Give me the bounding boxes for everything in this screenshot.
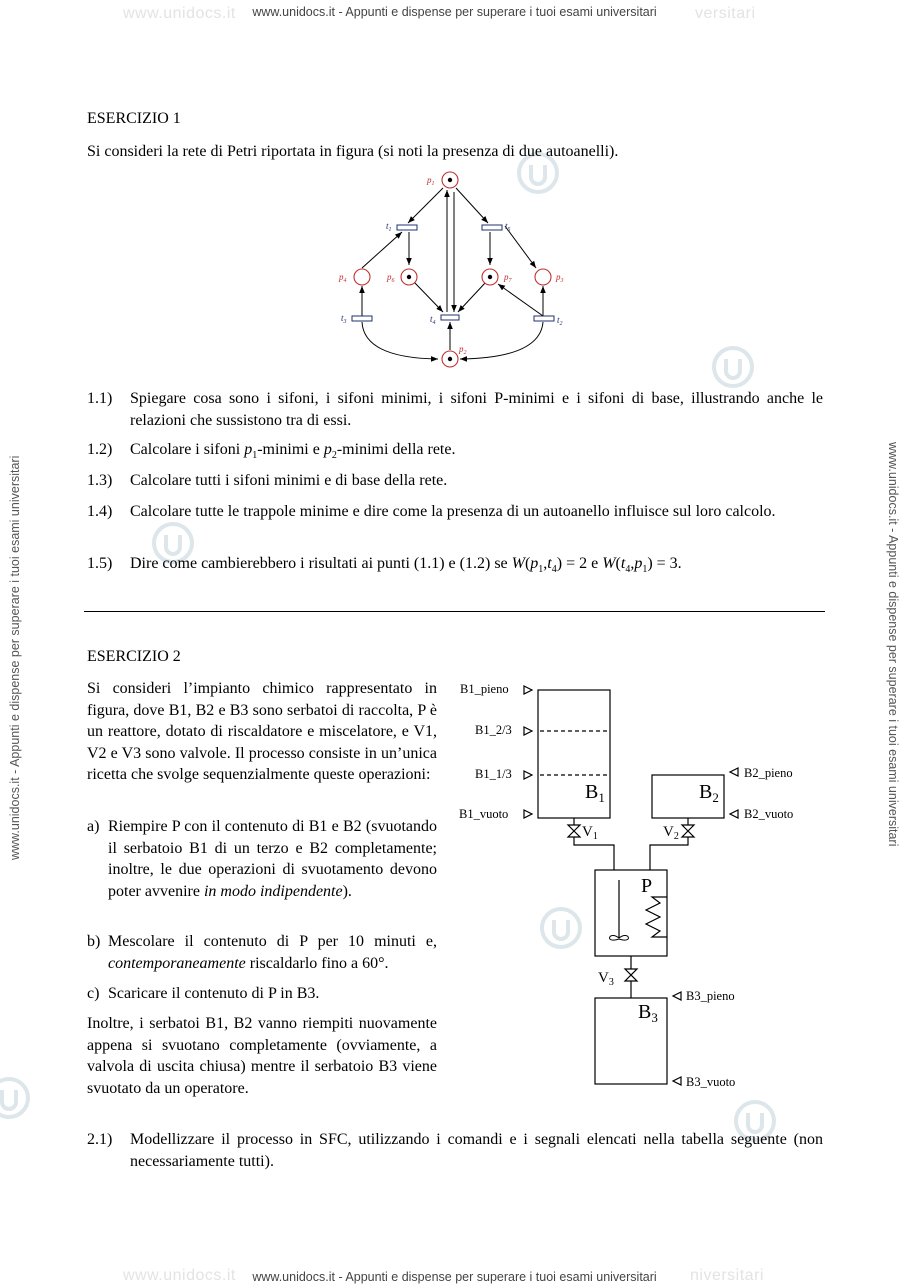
item-number: 1.2) bbox=[87, 441, 113, 458]
item-text: Spiegare cosa sono i sifoni, i sifoni minimi, i sifoni P-minimi e i sifoni di base, illustrando anche le relazioni che sussistono tra di essi. bbox=[130, 390, 823, 429]
subitem-c bbox=[87, 983, 437, 1005]
valve-label-v1: $V_1$ bbox=[582, 824, 598, 842]
label-t4: $t_4$ bbox=[430, 314, 436, 326]
label-p7: $p_7$ bbox=[504, 272, 512, 284]
section-divider bbox=[84, 611, 825, 612]
signal-b2-pieno: B2_pieno bbox=[744, 766, 793, 780]
tank-label-b2: $B_2$ bbox=[699, 781, 719, 805]
item-1-2 bbox=[87, 439, 823, 461]
ex2-intro: Si consideri l’impianto chimico rappresentato in figura, dove B1, B2 e B3 sono serbatoi di raccolta, P è un reattore, dotato di riscaldatore e miscelatore, e V1, V2 e V3 sono valvole. Il processo consiste in un’unica ricetta che svolge sequenzialmente queste operazioni: bbox=[87, 680, 437, 783]
ex2-title: ESERCIZIO 2 bbox=[87, 648, 181, 665]
ghost-header-left: www.unidocs.it bbox=[123, 5, 236, 22]
ghost-footer-left: www.unidocs.it bbox=[123, 1267, 236, 1284]
subitem-letter: b) bbox=[87, 933, 101, 950]
item-text: Modellizzare il processo in SFC, utilizzando i comandi e i segnali elencati nella tabella seguente (non necessariamente tutti). bbox=[130, 1131, 823, 1170]
ghost-header-right: versitari bbox=[695, 5, 756, 22]
label-t2: $t_2$ bbox=[557, 315, 563, 327]
signal-b3-pieno: B3_pieno bbox=[686, 989, 735, 1003]
side-watermark-left: www.unidocs.it - Appunti e dispense per superare i tuoi esami universitari bbox=[8, 455, 22, 860]
label-p2: $p_2$ bbox=[459, 344, 467, 356]
item-number: 1.1) bbox=[87, 390, 113, 407]
tank-label-b3: $B_3$ bbox=[638, 1001, 658, 1025]
signal-b1-1-3: B1_1/3 bbox=[475, 767, 512, 781]
valve-label-v2: $V_2$ bbox=[663, 824, 679, 842]
item-1-4 bbox=[87, 501, 823, 545]
reactor-label-p: P bbox=[641, 875, 653, 897]
label-t5: $t_5$ bbox=[505, 221, 511, 233]
subitem-letter: c) bbox=[87, 985, 100, 1002]
item-number: 1.4) bbox=[87, 503, 113, 520]
item-1-1 bbox=[87, 388, 823, 432]
tank-label-b1: $B_1$ bbox=[585, 781, 605, 805]
item-number: 2.1) bbox=[87, 1131, 113, 1148]
subitem-text: Mescolare il contenuto di P per 10 minuti e, contemporaneamente riscaldarlo fino a 60°. bbox=[108, 933, 437, 972]
logo-watermark-5 bbox=[0, 1075, 32, 1121]
label-p4: $p_4$ bbox=[339, 272, 347, 284]
item-text: Calcolare tutte le trappole minime e dire come la presenza di un autoanello influisce sul loro calcolo. bbox=[130, 503, 776, 520]
item-number: 1.5) bbox=[87, 555, 113, 572]
item-text: Calcolare i sifoni $p_1$-minimi e $p_2$-minimi della rete. bbox=[130, 441, 456, 462]
label-p1: $p_1$ bbox=[427, 175, 435, 187]
signal-b1-2-3: B1_2/3 bbox=[475, 723, 512, 737]
ex1-title: ESERCIZIO 1 bbox=[87, 110, 181, 127]
label-t3: $t_3$ bbox=[341, 313, 347, 325]
label-p6: $p_6$ bbox=[387, 272, 395, 284]
ghost-footer-right: niversitari bbox=[690, 1267, 764, 1284]
subitem-text: Riempire P con il contenuto di B1 e B2 (svuotando il serbatoio B1 di un terzo e B2 completamente; inoltre, le due operazioni di svuotamento devono poter avvenire in modo indipendente). bbox=[108, 818, 437, 900]
ex1-intro: Si consideri la rete di Petri riportata in figura (si noti la presenza di due autoanelli). bbox=[87, 143, 619, 160]
ex2-note: Inoltre, i serbatoi B1, B2 vanno riempiti nuovamente appena si svuotano completamente (ovviamente, a valvola di uscita chiusa) mentre il serbatoio B3 viene svuotato da un operatore. bbox=[87, 1015, 437, 1097]
subitem-letter: a) bbox=[87, 818, 100, 835]
subitem-text: Scaricare il contenuto di P in B3. bbox=[108, 985, 320, 1002]
header-banner[interactable]: www.unidocs.it - Appunti e dispense per superare i tuoi esami universitari bbox=[252, 5, 657, 19]
item-number: 1.3) bbox=[87, 472, 113, 489]
label-t1: $t_1$ bbox=[386, 221, 392, 233]
plant-diagram bbox=[455, 675, 815, 1095]
label-p3: $p_3$ bbox=[556, 272, 564, 284]
signal-b1-pieno: B1_pieno bbox=[460, 682, 509, 696]
logo-watermark-2 bbox=[710, 344, 756, 390]
item-1-3 bbox=[87, 470, 823, 492]
side-watermark-right: www.unidocs.it - Appunti e dispense per superare i tuoi esami universitari bbox=[886, 442, 900, 847]
petri-net-diagram bbox=[330, 165, 580, 375]
item-text: Dire come cambierebbero i risultati ai punti (1.1) e (1.2) se $W(p_1,t_4) = 2$ e $W(t_4,p_1) = 3$. bbox=[130, 555, 682, 576]
signal-b1-vuoto: B1_vuoto bbox=[459, 807, 509, 821]
subitem-b bbox=[87, 931, 437, 975]
valve-label-v3: $V_3$ bbox=[598, 970, 614, 988]
item-1-5 bbox=[87, 553, 823, 575]
item-text: Calcolare tutti i sifoni minimi e di base della rete. bbox=[130, 472, 448, 489]
subitem-a bbox=[87, 816, 437, 926]
footer-banner[interactable]: www.unidocs.it - Appunti e dispense per superare i tuoi esami universitari bbox=[252, 1270, 657, 1284]
signal-b2-vuoto: B2_vuoto bbox=[744, 807, 794, 821]
item-2-1 bbox=[87, 1129, 823, 1173]
signal-b3-vuoto: B3_vuoto bbox=[686, 1075, 736, 1089]
